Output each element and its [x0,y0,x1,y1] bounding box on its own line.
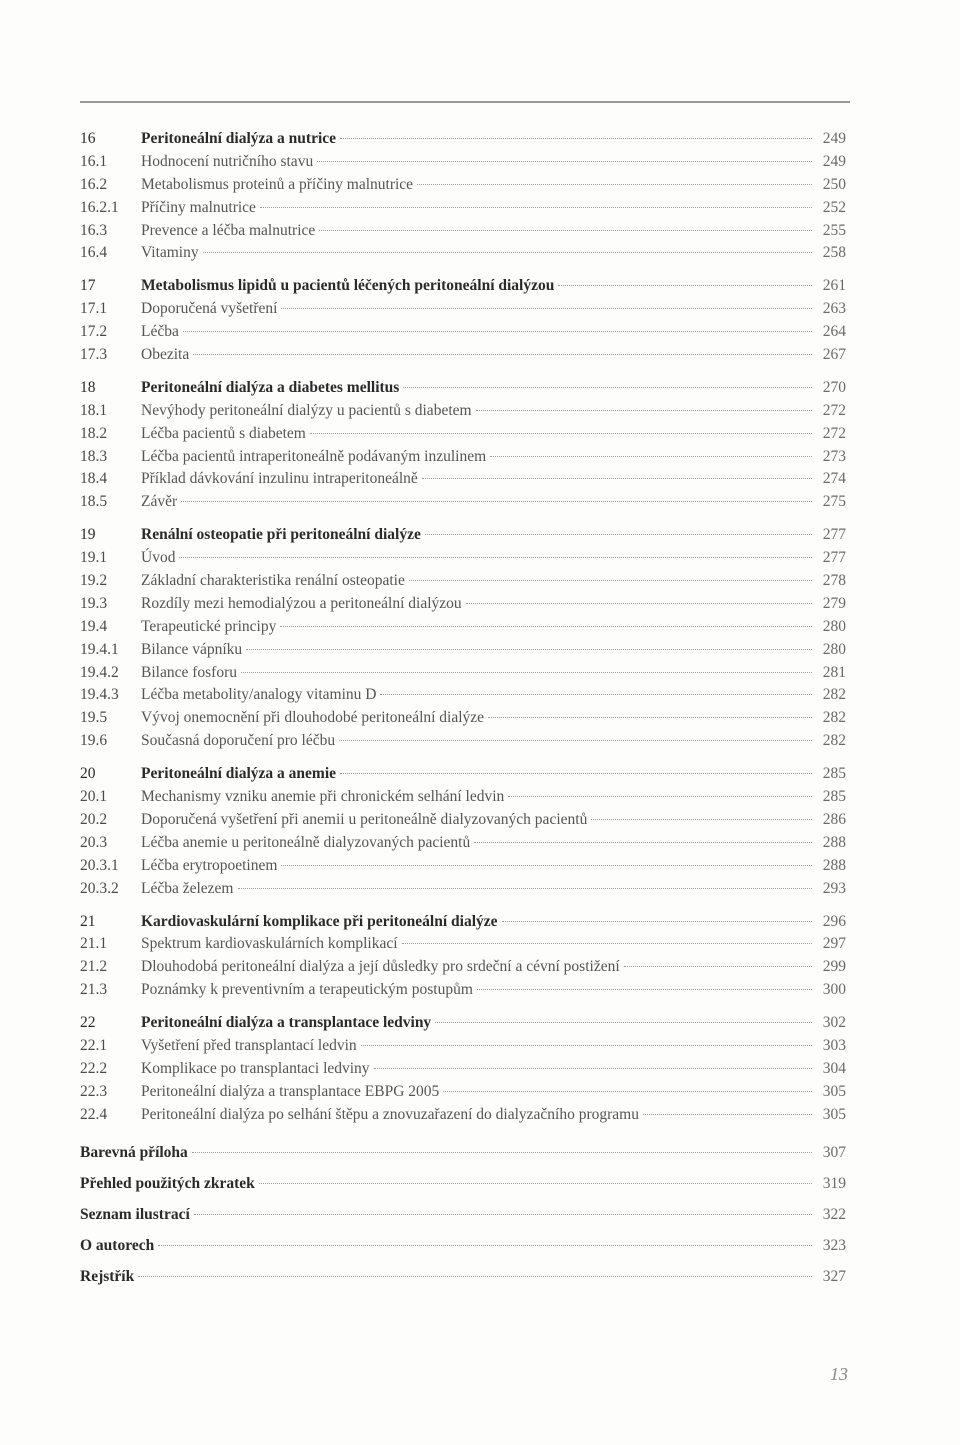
toc-page: 250 [822,175,846,193]
toc-number: 20.1 [80,788,108,806]
toc-leader-dots [319,230,812,231]
toc-leader-dots [374,1068,812,1069]
toc-leader-dots [624,966,812,967]
toc-section-row [80,832,846,855]
toc-number: 19.2 [80,572,108,590]
toc-section-row [80,662,846,685]
toc-number: 16.4 [80,244,108,262]
toc-number: 19.4.2 [80,663,119,681]
toc-number: 19 [80,526,96,544]
toc-leader-dots [310,433,812,434]
toc-section-row [80,933,846,956]
toc-number: 19.3 [80,594,108,612]
toc-page: 307 [822,1143,846,1161]
toc-page: 285 [822,765,846,783]
toc-page: 270 [822,378,846,396]
toc-leader-dots [417,184,812,185]
toc-title: Renální osteopatie při peritoneální dialýze [141,526,421,544]
toc-leader-dots [138,1276,812,1277]
toc-title: Doporučená vyšetření [141,300,278,318]
toc-number: 22 [80,1014,96,1032]
toc-leader-dots [422,478,812,479]
toc-leader-dots [158,1245,812,1246]
toc-title: Léčba pacientů intraperitoneálně podávaným inzulinem [141,447,487,465]
toc-title: Peritoneální dialýza a transplantace EBPG 2005 [141,1082,440,1100]
toc-chapter-row [80,911,846,934]
toc-section-row [80,707,846,730]
toc-title: Barevná příloha [80,1143,188,1161]
toc-page: 282 [822,709,846,727]
toc-number: 18.3 [80,447,108,465]
toc-section-row [80,1104,846,1127]
toc-page: 297 [822,935,846,953]
toc-page: 303 [822,1036,846,1054]
toc-number: 20.3.1 [80,856,119,874]
toc-page: 272 [822,401,846,419]
toc-chapter-row [80,275,846,298]
toc-section-row [80,151,846,174]
toc-title: Terapeutické principy [141,617,277,635]
toc-leader-dots [443,1091,812,1092]
toc-number: 16.1 [80,152,108,170]
toc-section-row [80,684,846,707]
toc-title: Příčiny malnutrice [141,198,256,216]
toc-leader-dots [591,819,812,820]
toc-title: O autorech [80,1236,155,1254]
toc-chapter-row [80,763,846,786]
toc-backmatter-row [80,1261,846,1292]
toc-title: Seznam ilustrací [80,1205,190,1223]
toc-leader-dots [339,740,812,741]
toc-title: Bilance fosforu [141,663,237,681]
toc-section-row [80,1058,846,1081]
toc-number: 16.3 [80,221,108,239]
toc-title: Poznámky k preventivním a terapeutickým postupům [141,981,473,999]
toc-leader-dots [402,943,812,944]
toc-leader-dots [179,557,812,558]
toc-title: Peritoneální dialýza a transplantace ledviny [141,1014,432,1032]
toc-leader-dots [466,603,812,604]
toc-page: 263 [822,300,846,318]
toc-number: 17 [80,277,96,295]
toc-title: Vývoj onemocnění při dlouhodobé peritoneální dialýze [141,709,485,727]
toc-page: 278 [822,572,846,590]
toc-title: Příklad dávkování inzulinu intraperitoneálně [141,470,418,488]
toc-number: 16.2.1 [80,198,119,216]
toc-backmatter-row [80,1137,846,1168]
toc-number: 19.6 [80,732,108,750]
toc-section-row [80,468,846,491]
table-of-contents [80,128,846,1292]
toc-backmatter-row [80,1168,846,1199]
toc-section-row [80,174,846,197]
toc-section-row [80,344,846,367]
toc-title: Přehled použitých zkratek [80,1174,255,1192]
toc-leader-dots [488,717,812,718]
toc-leader-dots [192,1152,812,1153]
toc-page: 288 [822,856,846,874]
toc-title: Hodnocení nutričního stavu [141,152,314,170]
toc-number: 21.3 [80,981,108,999]
toc-title: Základní charakteristika renální osteopatie [141,572,405,590]
toc-leader-dots [241,672,812,673]
toc-title: Závěr [141,493,178,511]
toc-number: 21.2 [80,958,108,976]
toc-title: Spektrum kardiovaskulárních komplikací [141,935,398,953]
toc-section-row [80,1035,846,1058]
toc-leader-dots [246,649,812,650]
toc-page: 274 [822,470,846,488]
toc-leader-dots [340,773,812,774]
toc-leader-dots [474,842,812,843]
toc-page: 261 [822,277,846,295]
toc-section-row [80,491,846,514]
toc-leader-dots [317,161,812,162]
toc-leader-dots [476,410,812,411]
toc-leader-dots [558,285,812,286]
toc-number: 19.5 [80,709,108,727]
toc-page: 275 [822,493,846,511]
toc-section-row [80,220,846,243]
toc-section-row [80,786,846,809]
toc-title: Peritoneální dialýza a anemie [141,765,337,783]
toc-number: 19.4 [80,617,108,635]
toc-number: 18.5 [80,493,108,511]
toc-section-row [80,446,846,469]
toc-number: 19.4.1 [80,640,119,658]
toc-leader-dots [477,989,812,990]
toc-leader-dots [183,331,812,332]
toc-number: 17.3 [80,346,108,364]
toc-title: Nevýhody peritoneální dialýzy u pacientů s diabetem [141,401,472,419]
toc-section-row [80,570,846,593]
toc-page: 280 [822,617,846,635]
toc-section-row [80,616,846,639]
toc-title: Vyšetření před transplantací ledvin [141,1036,357,1054]
toc-page: 293 [822,879,846,897]
toc-backmatter-row [80,1199,846,1230]
toc-number: 22.2 [80,1059,108,1077]
toc-section-row [80,855,846,878]
toc-page: 296 [822,912,846,930]
toc-section-row [80,547,846,570]
toc-number: 22.1 [80,1036,108,1054]
toc-leader-dots [193,354,812,355]
toc-number: 16 [80,130,96,147]
toc-page: 258 [822,244,846,262]
toc-chapter-row [80,377,846,400]
toc-section-row [80,809,846,832]
toc-section-row [80,878,846,901]
toc-leader-dots [259,1183,812,1184]
toc-page: 255 [822,221,846,239]
toc-page: 300 [822,981,846,999]
header-rule [80,101,850,103]
toc-section-row [80,423,846,446]
toc-page: 281 [822,663,846,681]
toc-number: 16.2 [80,175,108,193]
toc-page: 285 [822,788,846,806]
toc-page: 277 [822,549,846,567]
toc-leader-dots [203,252,812,253]
toc-title: Léčba metabolity/analogy vitaminu D [141,686,377,704]
toc-page: 277 [822,526,846,544]
toc-page: 279 [822,594,846,612]
toc-number: 17.2 [80,323,108,341]
toc-title: Léčba [141,323,179,341]
toc-chapter-row [80,128,846,151]
toc-title: Léčba pacientů s diabetem [141,424,306,442]
toc-title: Dlouhodobá peritoneální dialýza a její důsledky pro srdeční a cévní postižení [141,958,620,976]
toc-leader-dots [281,865,812,866]
toc-leader-dots [435,1022,812,1023]
toc-section-row [80,593,846,616]
page-number: 13 [830,1364,848,1384]
toc-number: 20.2 [80,810,108,828]
toc-chapter-row [80,1012,846,1035]
toc-section-row [80,321,846,344]
toc-number: 18.4 [80,470,108,488]
toc-page: 280 [822,640,846,658]
toc-leader-dots [340,138,812,139]
toc-section-row [80,979,846,1002]
toc-title: Mechanismy vzniku anemie při chronickém selhání ledvin [141,788,505,806]
toc-page: 273 [822,447,846,465]
toc-section-row [80,298,846,321]
toc-number: 18.2 [80,424,108,442]
toc-chapter-row [80,524,846,547]
toc-page: 302 [822,1014,846,1032]
toc-title: Léčba železem [141,879,234,897]
toc-title: Současná doporučení pro léčbu [141,732,336,750]
toc-page: 267 [822,346,846,364]
toc-section-row [80,242,846,265]
toc-page: 282 [822,686,846,704]
toc-title: Kardiovaskulární komplikace při peritoneální dialýze [141,912,498,930]
toc-page: 323 [822,1236,846,1254]
toc-leader-dots [425,534,812,535]
toc-page: 272 [822,424,846,442]
toc-page: 305 [822,1105,846,1123]
toc-title: Metabolismus proteinů a příčiny malnutrice [141,175,414,193]
toc-page: 252 [822,198,846,216]
toc-title: Rejstřík [80,1267,135,1285]
toc-number: 20.3.2 [80,879,119,897]
toc-page: 299 [822,958,846,976]
toc-title: Rozdíly mezi hemodialýzou a peritoneální dialýzou [141,594,462,612]
toc-leader-dots [380,694,812,695]
toc-leader-dots [280,626,812,627]
toc-title: Léčba erytropoetinem [141,856,278,874]
toc-page: 282 [822,732,846,750]
toc-leader-dots [403,387,812,388]
toc-page: 327 [822,1267,846,1285]
toc-leader-dots [260,207,812,208]
toc-leader-dots [181,501,812,502]
toc-section-row [80,197,846,220]
toc-leader-dots [238,888,813,889]
toc-leader-dots [194,1214,812,1215]
toc-number: 20 [80,765,96,783]
toc-leader-dots [643,1114,812,1115]
toc-backmatter-row [80,1230,846,1261]
toc-number: 18.1 [80,401,108,419]
toc-section-row [80,639,846,662]
toc-number: 21 [80,912,96,930]
toc-number: 18 [80,378,96,396]
toc-leader-dots [508,796,812,797]
toc-title: Peritoneální dialýza po selhání štěpu a znovuzařazení do dialyzačního programu [141,1105,639,1123]
toc-leader-dots [490,456,812,457]
toc-section-row [80,400,846,423]
toc-page: 249 [822,130,846,147]
toc-page: 264 [822,323,846,341]
toc-title: Peritoneální dialýza a nutrice [141,130,337,147]
toc-number: 21.1 [80,935,108,953]
toc-page: 305 [822,1082,846,1100]
toc-leader-dots [409,580,812,581]
toc-title: Úvod [141,549,176,567]
toc-number: 17.1 [80,300,108,318]
toc-number: 19.4.3 [80,686,119,704]
toc-number: 22.3 [80,1082,108,1100]
toc-page: 322 [822,1205,846,1223]
toc-title: Metabolismus lipidů u pacientů léčených peritoneální dialýzou [141,277,555,295]
toc-leader-dots [361,1045,812,1046]
toc-number: 19.1 [80,549,108,567]
toc-title: Léčba anemie u peritoneálně dialyzovaných pacientů [141,833,471,851]
toc-title: Komplikace po transplantaci ledviny [141,1059,370,1077]
toc-title: Doporučená vyšetření při anemii u peritoneálně dialyzovaných pacientů [141,810,588,828]
toc-page: 286 [822,810,846,828]
toc-title: Bilance vápníku [141,640,243,658]
toc-title: Peritoneální dialýza a diabetes mellitus [141,378,400,396]
toc-leader-dots [502,921,812,922]
toc-title: Vitaminy [141,244,199,262]
toc-page: 249 [822,152,846,170]
toc-page: 288 [822,833,846,851]
toc-leader-dots [281,308,812,309]
toc-section-row [80,730,846,753]
toc-page: 304 [822,1059,846,1077]
toc-number: 22.4 [80,1105,108,1123]
toc-number: 20.3 [80,833,108,851]
toc-section-row [80,1081,846,1104]
toc-page: 319 [822,1174,846,1192]
toc-title: Obezita [141,346,190,364]
toc-section-row [80,956,846,979]
toc-title: Prevence a léčba malnutrice [141,221,316,239]
